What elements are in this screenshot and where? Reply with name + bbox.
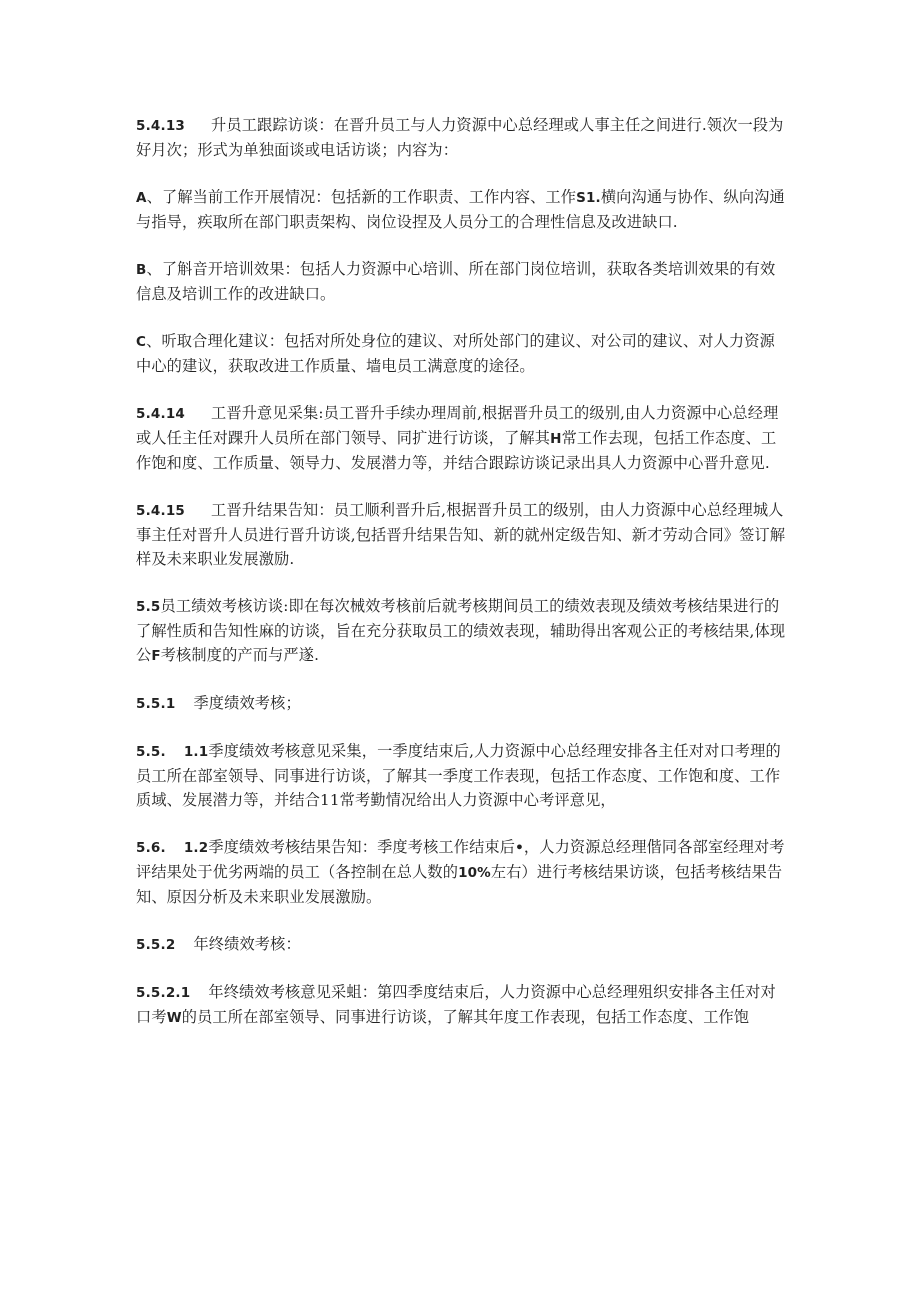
bold-fragment: F xyxy=(151,648,161,664)
section-number: 5.4.13 xyxy=(136,118,186,134)
paragraph-text: 季度绩效考核意见采集，一季度结束后,人力资源中心总经理安排各主任对对口考理的员工所在部室领导、同事进行访谈，了解其一季度工作表现，包括工作态度、工作饱和度、工作质域、发展潜力等，并结合11常考勤情况给出人力资源中心考评意见， xyxy=(136,742,781,809)
paragraph-text: 工晋升结果告知：员工顺利晋升后,根据晋升员工的级别，由人力资源中心总经理城人事主任对晋升人员进行晋升访谈,包括晋升结果告知、新的就州定级告知、新才劳动合同》签订解样及未来职业发展激励. xyxy=(136,501,786,568)
paragraph-text-end: 左右）进行考核结果访谈，包括考核结果告知、原因分析及未来职业发展激励。 xyxy=(136,863,783,906)
paragraph-text-cont: 横向沟通与协作、纵向沟通与指导，疾取所在部门职责架构、岗位设捏及人员分工的合理性信息及改进缺口. xyxy=(136,188,785,231)
bold-fragment: 10% xyxy=(458,865,491,881)
paragraph-text: 、听取合理化建议：包括对所处身位的建议、对所处部门的建议、对公司的建议、对人力资源中心的建议，获取改进工作质量、墙电员工满意度的途径。 xyxy=(136,332,775,375)
paragraph-5-6-1-2 xyxy=(136,835,786,909)
bold-fragment: • xyxy=(515,840,524,856)
section-number: 5.6. xyxy=(136,840,166,856)
section-number: 5.5 xyxy=(136,599,161,615)
item-letter: A xyxy=(136,190,147,206)
sub-number: 1.1 xyxy=(183,744,209,760)
paragraph-text: 年终绩效考核： xyxy=(193,935,301,953)
paragraph-text: 季度绩效考核； xyxy=(193,694,301,712)
paragraph-text-cont: ，人力资源总经理偕同各部室经理对考评结果处于优劣两端的员工（各控制在总人数的 xyxy=(136,838,785,881)
paragraph-5-5-1-1 xyxy=(136,739,786,812)
paragraph-text: 升员工跟踪访谈：在晋升员工与人力资源中心总经理或人事主任之间进行.领次一段为好月次；形式为单独面谈或电话访谈；内容为： xyxy=(136,116,784,159)
section-number: 5.5. xyxy=(136,744,166,760)
item-letter: C xyxy=(136,334,147,350)
section-number: 5.4.15 xyxy=(136,503,186,519)
paragraph-text: 季度绩效考核结果告知：季度考核工作结束后 xyxy=(208,838,516,856)
paragraph-text: 员工绩效考核访谈:即在每次械效考核前后就考核期间员工的绩效表现及绩效考核结果进行的了解性质和告知性麻的访谈，旨在充分获取员工的绩效表现，辅助得出客观公正的考核结果,体现公 xyxy=(136,597,786,664)
bold-fragment: W xyxy=(166,1010,182,1026)
section-number: 5.5.2.1 xyxy=(136,985,191,1001)
item-letter: B xyxy=(136,262,147,278)
paragraph-5-4-14 xyxy=(136,401,786,475)
bold-fragment: H xyxy=(550,431,562,447)
sub-number: 1.2 xyxy=(183,840,209,856)
section-number: 5.4.14 xyxy=(136,406,186,422)
paragraph-5-5-2-1 xyxy=(136,980,786,1030)
paragraph-5-4-15 xyxy=(136,498,786,571)
paragraph-text: 、了解当前工作开展情况：包括新的工作职责、工作内容、工作 xyxy=(146,188,577,206)
document-body xyxy=(136,113,786,1053)
paragraph-a xyxy=(136,185,786,234)
bold-fragment: S1. xyxy=(576,190,601,206)
paragraph-text: 年终绩效考核意见采蛆：第四季度结束后，人力资源中心总经理殂织安排各主任对对口考 xyxy=(136,983,776,1026)
paragraph-text-cont: 常工作去现，包括工作态度、工作饱和度、工作质量、领导力、发展潜力等，并结合跟踪访谈记录出具人力资源中心晋升意见. xyxy=(136,429,777,472)
paragraph-c xyxy=(136,329,786,378)
paragraph-text-cont: 考核制度的产而与严遂. xyxy=(160,646,320,664)
paragraph-text: 工晋升意见采集:员工晋升手续办理周前,根据晋升员工的级别,由人力资源中心总经理或人任主任对踝升人员所在部门领导、同扩进行访谈，了解其 xyxy=(136,404,779,447)
paragraph-5-5-1 xyxy=(136,691,786,716)
paragraph-text: 、了斛音开培训效果：包括人力资源中心培训、所在部门岗位培训，获取各类培训效果的有效信息及培训工作的改进缺口。 xyxy=(136,260,776,303)
paragraph-text-cont: 的员工所在部室领导、同事进行访谈，了解其年度工作表现，包括工作态度、工作饱 xyxy=(181,1008,750,1026)
section-number: 5.5.2 xyxy=(136,937,176,953)
paragraph-5-5 xyxy=(136,594,786,668)
paragraph-5-4-13 xyxy=(136,113,786,162)
paragraph-5-5-2 xyxy=(136,932,786,957)
paragraph-b xyxy=(136,257,786,306)
section-number: 5.5.1 xyxy=(136,696,176,712)
